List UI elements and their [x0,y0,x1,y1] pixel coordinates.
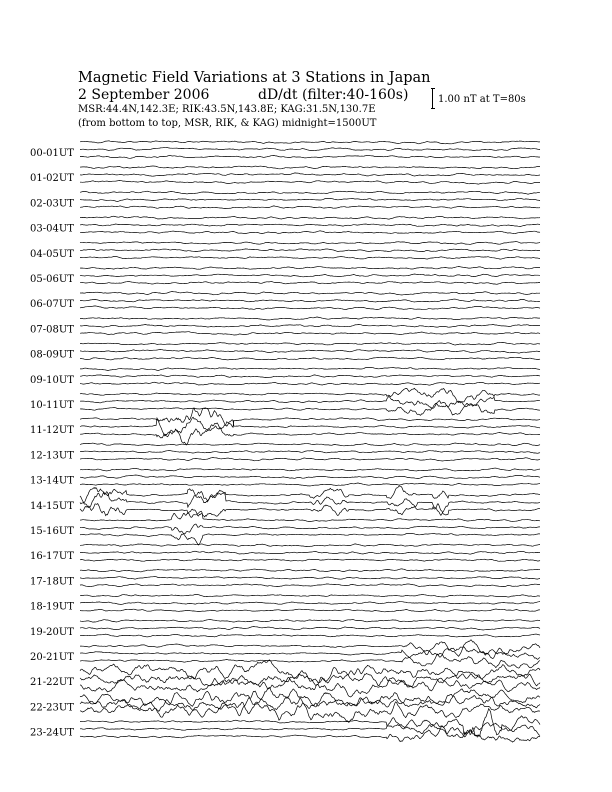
trace-rik [80,299,540,302]
hour-label: 00-01UT [30,148,74,159]
trace-msr [80,242,540,245]
trace-msr [80,141,540,144]
trace-msr [80,620,540,623]
trace-msr [80,317,540,320]
trace-kag [80,457,540,461]
hour-label: 10-11UT [30,400,74,411]
scale-label: 1.00 nT at T=80s [438,94,526,105]
trace-kag [80,702,540,723]
trace-msr [80,486,540,503]
trace-msr [80,569,540,572]
hour-label: 08-09UT [30,349,74,361]
trace-order-note: (from bottom to top, MSR, RIK, & KAG) midnight=1500UT [78,118,377,129]
trace-kag [80,231,540,234]
hour-label: 13-14UT [30,475,74,487]
trace-kag [80,504,540,517]
hour-label: 15-16UT [30,526,74,537]
hour-label: 04-05UT [30,248,74,260]
trace-rik [80,626,540,630]
trace-kag [80,634,540,637]
trace-msr [80,343,540,346]
trace-rik [80,274,540,277]
hour-label: 02-03UT [30,198,74,210]
trace-msr [80,640,540,657]
trace-msr [80,511,540,521]
trace-msr [80,291,540,295]
hour-label: 09-10UT [30,374,74,386]
hour-label: 23-24UT [30,727,74,739]
quantity-text: dD/dt (filter:40-160s) [258,87,409,103]
hour-label: 22-23UT [30,702,74,714]
trace-msr [80,388,540,402]
station-coordinates: MSR:44.4N,142.3E; RIK:43.5N,143.8E; KAG:31.5N,130.7E [78,104,376,115]
hour-label: 05-06UT [30,274,74,285]
trace-rik [80,524,540,534]
trace-kag [80,206,540,209]
trace-kag [80,181,540,185]
trace-rik [80,350,540,354]
trace-msr [80,216,540,219]
trace-kag [80,332,540,335]
hour-label: 06-07UT [30,299,74,311]
trace-kag [80,559,540,561]
trace-rik [80,397,540,409]
trace-kag [80,401,540,416]
trace-msr [80,267,540,270]
trace-rik [80,249,540,252]
trace-msr [80,191,540,194]
trace-rik [80,723,540,737]
hour-label: 19-20UT [30,626,74,638]
trace-kag [80,306,540,310]
trace-rik [80,694,540,715]
trace-rik [80,148,540,151]
trace-kag [80,483,540,486]
trace-rik [80,173,540,176]
trace-rik [80,602,540,605]
trace-rik [80,451,540,454]
trace-kag [80,155,540,158]
trace-rik [80,198,540,201]
date-text: 2 September 2006 [78,87,210,103]
chart-title: Magnetic Field Variations at 3 Stations in Japan [78,70,431,86]
trace-rik [80,224,540,227]
hour-label: 17-18UT [30,576,74,588]
trace-msr [80,544,540,547]
trace-msr [80,166,540,169]
hour-label: 11-12UT [30,425,74,437]
trace-msr [80,367,540,370]
trace-msr [80,709,540,737]
hour-label: 18-19UT [30,601,74,613]
trace-msr [80,408,540,427]
trace-rik [80,375,540,378]
hour-label: 07-08UT [30,324,74,336]
trace-kag [80,533,540,545]
trace-rik [80,325,540,328]
trace-kag [80,426,540,445]
trace-kag [80,382,540,385]
trace-rik [80,577,540,580]
trace-rik [80,475,540,479]
hour-label: 12-13UT [30,450,74,462]
trace-msr [80,468,540,471]
trace-kag [80,256,540,259]
hour-label: 21-22UT [30,677,74,689]
trace-kag [80,609,540,612]
trace-msr [80,443,540,446]
trace-msr [80,594,540,597]
hour-label: 01-02UT [30,173,74,185]
trace-kag [80,282,540,285]
trace-kag [80,357,540,360]
hour-label: 16-17UT [30,551,74,563]
hour-label: 20-21UT [30,652,74,663]
hour-label: 03-04UT [30,223,74,235]
hour-label: 14-15UT [30,500,74,512]
trace-rik [80,551,540,554]
trace-kag [80,584,540,587]
